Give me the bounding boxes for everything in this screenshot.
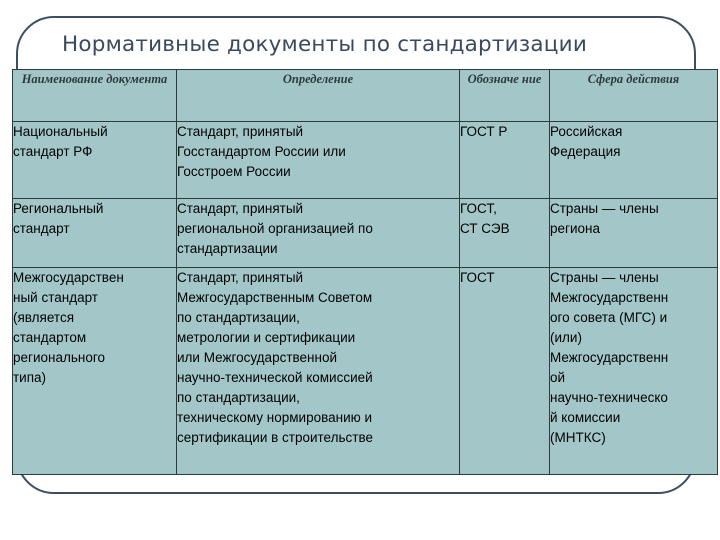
cell-definition: Стандарт, принятый Межгосударственным Советом по стандартизации, метрологии и сертификации или Межгосударственной научно-технической комиссией по стандартизации, техническому нормированию и сертификации в строительстве <box>177 268 460 475</box>
cell-designation: ГОСТ Р <box>460 122 550 199</box>
header-definition: Определение <box>177 70 460 122</box>
cell-name: Межгосударствен ный стандарт (является стандартом регионального типа) <box>13 268 177 475</box>
table-row <box>13 199 718 268</box>
header-designation: Обозначе ние <box>460 70 550 122</box>
cell-scope: Российская Федерация <box>550 122 718 199</box>
table-row <box>13 122 718 199</box>
page-title: Нормативные документы по стандартизации <box>62 32 587 57</box>
cell-designation: ГОСТ <box>460 268 550 475</box>
cell-name: Региональный стандарт <box>13 199 177 268</box>
cell-scope: Страны — члены Межгосударственн ого совета (МГС) и (или) Межгосударственн ой научно-техническо й комиссии (МНТКС) <box>550 268 718 475</box>
cell-definition: Стандарт, принятый Госстандартом России или Госстроем России <box>177 122 460 199</box>
header-name: Наименование документа <box>13 70 177 122</box>
table-row <box>13 268 718 475</box>
cell-scope: Страны — члены региона <box>550 199 718 268</box>
cell-definition: Стандарт, принятый региональной организацией по стандартизации <box>177 199 460 268</box>
cell-name: Национальный стандарт РФ <box>13 122 177 199</box>
header-scope: Сфера действия <box>550 70 718 122</box>
standards-table <box>12 69 718 475</box>
cell-designation: ГОСТ, СТ СЭВ <box>460 199 550 268</box>
table-header-row <box>13 70 718 122</box>
